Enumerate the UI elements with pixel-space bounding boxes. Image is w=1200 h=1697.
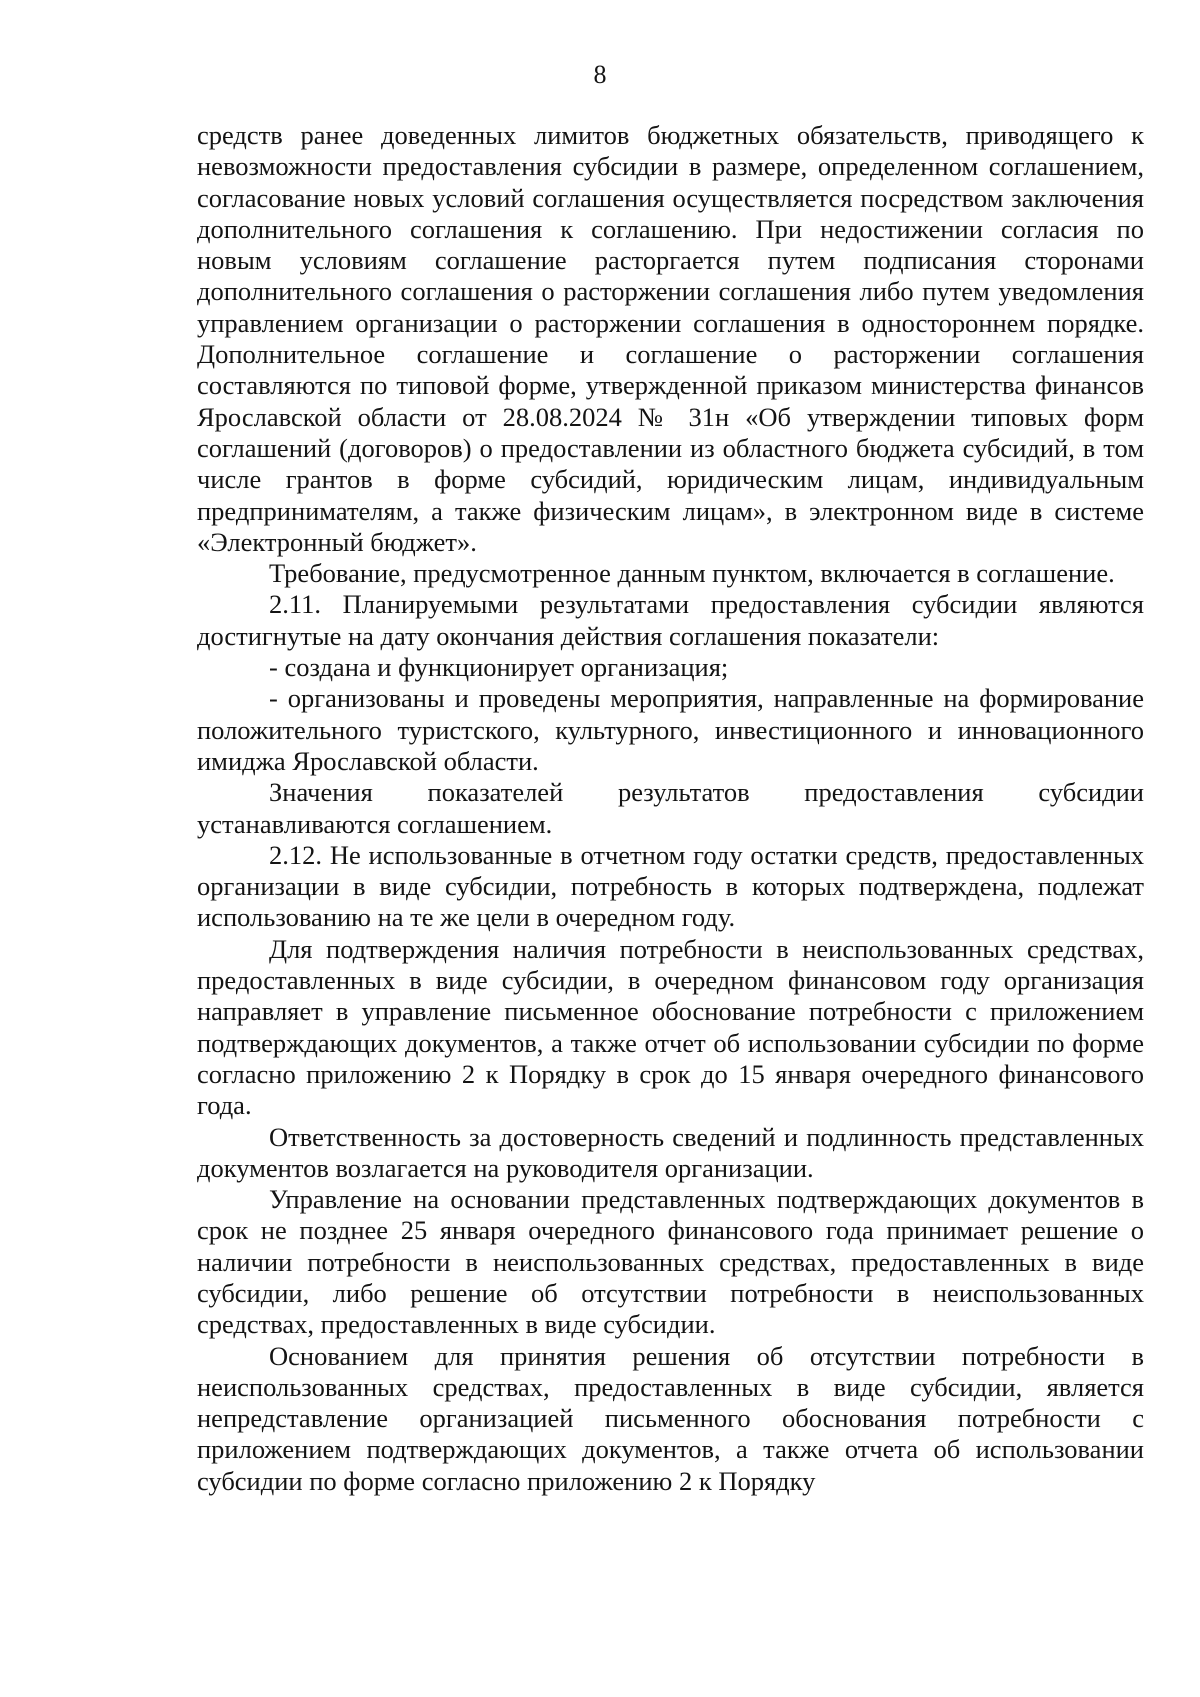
list-item-events-organized: - организованы и проведены мероприятия, направленные на формирование положительного туристского, культурного, инвестиционного и инновационного имиджа Ярославской области. — [197, 683, 1144, 776]
paragraph-requirement-inclusion: Требование, предусмотренное данным пунктом, включается в соглашение. — [269, 558, 1115, 589]
document-body — [197, 120, 1144, 1497]
paragraph-indicator-values: Значения показателей результатов предоставления субсидии устанавливаются соглашением. — [197, 777, 1144, 839]
paragraph-responsibility: Ответственность за достоверность сведений и подлинность представленных документов возлагается на руководителя организации. — [197, 1121, 1144, 1183]
paragraph-2-12-unused-funds: 2.12. Не использованные в отчетном году остатки средств, предоставленных организации в виде субсидии, потребность в которых подтверждена, подлежат использованию на те же цели в очередном году. — [197, 839, 1144, 933]
list-item-organization-created: - создана и функционирует организация; — [269, 652, 729, 683]
paragraph-department-decision: Управление на основании представленных подтверждающих документов в срок не позднее 25 января очередного финансового года принимает решение о наличии потребности в неиспользованных средствах, предоставленных в виде субсидии, либо решение об отсутствии потребности в неиспользованных средствах, предоставленных в виде субсидии. — [197, 1184, 1144, 1340]
paragraph-2-11-planned-results: 2.11. Планируемыми результатами предоставления субсидии являются достигнутые на дату окончания действия соглашения показатели: — [197, 589, 1144, 651]
paragraph-agreement-terms: средств ранее доведенных лимитов бюджетных обязательств, приводящего к невозможности предоставления субсидии в размере, определенном соглашением, согласование новых условий соглашения осуществляется посредством заключения дополнительного соглашения к соглашению. При недостижении согласия по новым условиям соглашение расторгается путем подписания сторонами дополнительного соглашения о расторжении соглашения либо путем уведомления управлением организации о расторжении соглашения в одностороннем порядке. Дополнительное соглашение и соглашение о расторжении соглашения составляются по типовой форме, утвержденной приказом министерства финансов Ярославской области от 28.08.2024 № 31н «Об утверждении типовых форм соглашений (договоров) о предоставлении из областного бюджета субсидий, в том числе грантов в форме субсидий, юридическим лицам, индивидуальным предпринимателям, а также физическим лицам», в электронном виде в системе «Электронный бюджет». — [197, 120, 1144, 557]
paragraph-grounds-for-decision: Основанием для принятия решения об отсутствии потребности в неиспользованных средствах, предоставленных в виде субсидии, является непредставление организацией письменного обоснования потребности с приложением подтверждающих документов, а также отчета об использовании субсидии по форме согласно приложению 2 к Порядку — [197, 1340, 1144, 1496]
paragraph-need-confirmation: Для подтверждения наличия потребности в неиспользованных средствах, предоставленных в виде субсидии, в очередном финансовом году организация направляет в управление письменное обоснование потребности с приложением подтверждающих документов, а также отчет об использовании субсидии по форме согласно приложению 2 к Порядку в срок до 15 января очередного финансового года. — [197, 933, 1144, 1121]
page-number: 8 — [593, 60, 607, 89]
